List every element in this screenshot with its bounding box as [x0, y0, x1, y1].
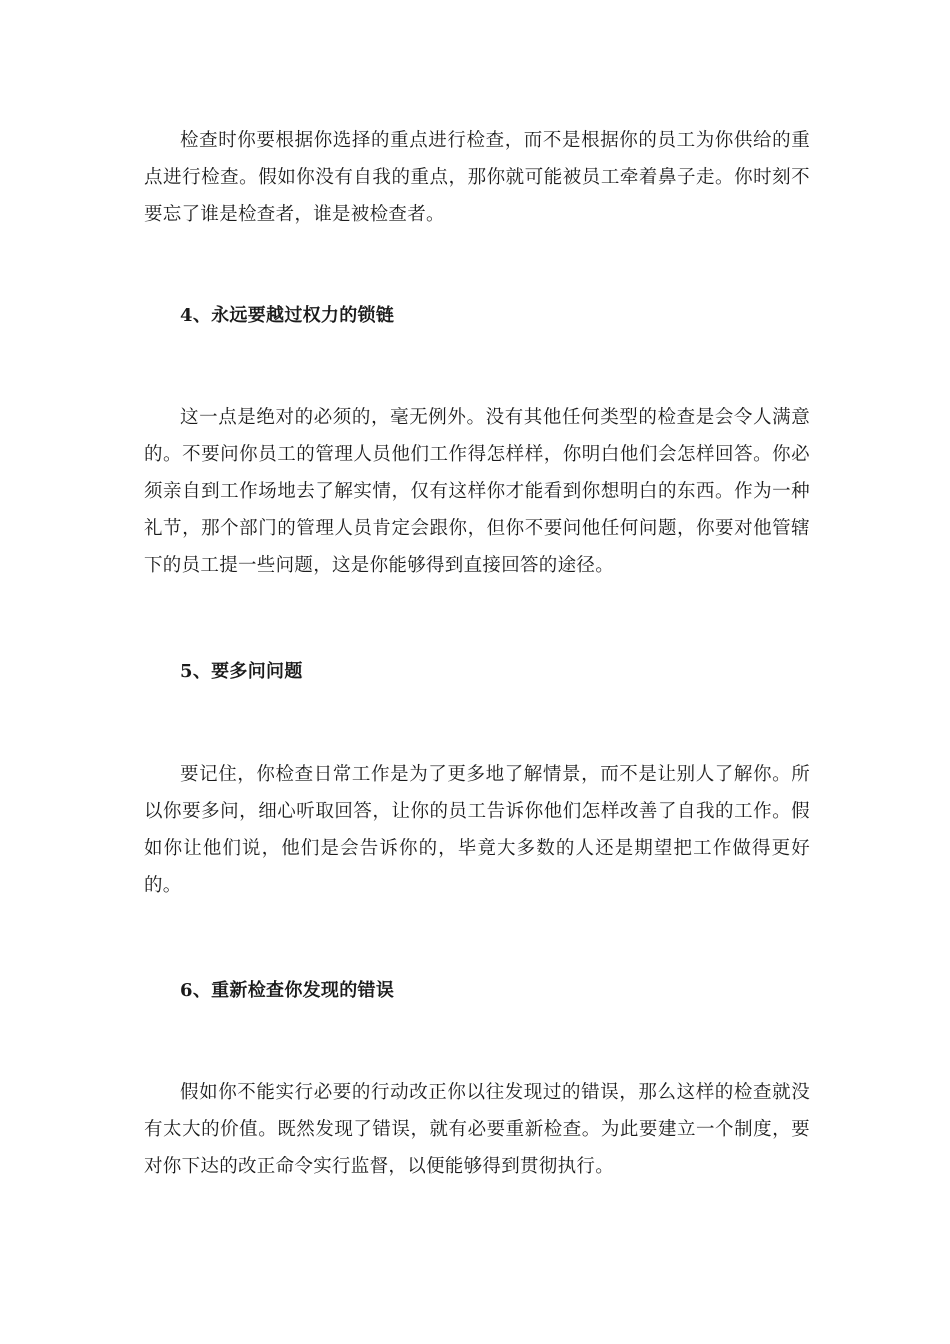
section-heading-5: 5、要多问问题	[180, 661, 303, 682]
section-heading-4: 4、永远要越过权力的锁链	[180, 305, 395, 326]
paragraph-chain-of-command: 这一点是绝对的必须的，毫无例外。没有其他任何类型的检查是会令人满意的。不要问你员工的管理人员他们工作得怎样样，你明白他们会怎样回答。你必须亲自到工作场地去了解实情，仅有这样你才能看到你想明白的东西。作为一种礼节，那个部门的管理人员肯定会跟你，但你不要问他任何问题，你要对他管辖下的员工提一些问题，这是你能够得到直接回答的途径。	[144, 407, 810, 576]
paragraph-recheck-errors: 假如你不能实行必要的行动改正你以往发现过的错误，那么这样的检查就没有太大的价值。既然发现了错误，就有必要重新检查。为此要建立一个制度，要对你下达的改正命令实行监督，以便能够得到贯彻执行。	[144, 1082, 810, 1177]
section-heading-6: 6、重新检查你发现的错误	[180, 980, 395, 1001]
paragraph-inspection-focus: 检查时你要根据你选择的重点进行检查，而不是根据你的员工为你供给的重点进行检查。假如你没有自我的重点，那你就可能被员工牵着鼻子走。你时刻不要忘了谁是检查者，谁是被检查者。	[144, 130, 810, 225]
paragraph-ask-questions: 要记住，你检查日常工作是为了更多地了解情景，而不是让别人了解你。所以你要多问，细心听取回答，让你的员工告诉你他们怎样改善了自我的工作。假如你让他们说，他们是会告诉你的，毕竟大多数的人还是期望把工作做得更好的。	[144, 764, 810, 896]
